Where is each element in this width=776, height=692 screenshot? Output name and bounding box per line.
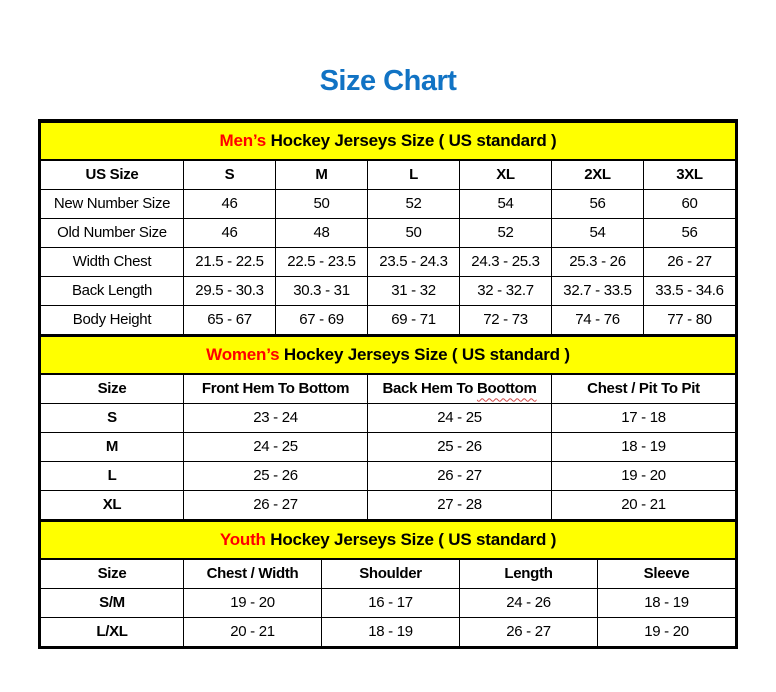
column-header: Size	[41, 374, 184, 404]
cell-value: 19 - 20	[552, 461, 736, 490]
cell-value: 72 - 73	[460, 305, 552, 334]
row-label: L	[41, 461, 184, 490]
cell-value: 54	[460, 189, 552, 218]
cell-value: 20 - 21	[184, 617, 322, 646]
cell-value: 67 - 69	[276, 305, 368, 334]
column-header: US Size	[41, 160, 184, 190]
cell-value: 56	[644, 218, 736, 247]
youth-heading-row	[41, 521, 736, 559]
column-header: Length	[460, 559, 598, 589]
column-header: Chest / Width	[184, 559, 322, 589]
youth-header-row	[41, 559, 736, 589]
column-header: Sleeve	[598, 559, 736, 589]
table-row	[41, 617, 736, 646]
heading-text: Hockey Jerseys Size ( US standard )	[279, 344, 570, 364]
cell-value: 32 - 32.7	[460, 276, 552, 305]
cell-value: 48	[276, 218, 368, 247]
cell-value: 32.7 - 33.5	[552, 276, 644, 305]
row-label: M	[41, 432, 184, 461]
cell-value: 33.5 - 34.6	[644, 276, 736, 305]
cell-value: 25 - 26	[368, 432, 552, 461]
table-row	[41, 461, 736, 490]
column-header: 3XL	[644, 160, 736, 190]
column-header: L	[368, 160, 460, 190]
cell-value: 52	[460, 218, 552, 247]
mens-section-heading	[41, 122, 736, 160]
page-title: Size Chart	[319, 65, 457, 97]
row-label: Old Number Size	[41, 218, 184, 247]
cell-value: 69 - 71	[368, 305, 460, 334]
cell-value: 24 - 25	[368, 403, 552, 432]
heading-text: Hockey Jerseys Size ( US standard )	[266, 130, 557, 150]
size-table-mens	[40, 121, 736, 335]
cell-value: 46	[184, 189, 276, 218]
cell-value: 21.5 - 22.5	[184, 247, 276, 276]
womens-heading-row	[41, 336, 736, 374]
cell-value: 18 - 19	[598, 588, 736, 617]
table-row	[41, 189, 736, 218]
size-table-youth	[40, 520, 736, 647]
cell-value: 25.3 - 26	[552, 247, 644, 276]
cell-value: 30.3 - 31	[276, 276, 368, 305]
heading-highlight: Youth	[219, 529, 266, 549]
table-row	[41, 218, 736, 247]
cell-value: 23.5 - 24.3	[368, 247, 460, 276]
row-label: S/M	[41, 588, 184, 617]
cell-value: 25 - 26	[184, 461, 368, 490]
row-label: New Number Size	[41, 189, 184, 218]
cell-value: 52	[368, 189, 460, 218]
cell-value: 65 - 67	[184, 305, 276, 334]
cell-value: 19 - 20	[184, 588, 322, 617]
cell-value: 46	[184, 218, 276, 247]
cell-value: 54	[552, 218, 644, 247]
youth-section-heading	[41, 521, 736, 559]
table-row	[41, 276, 736, 305]
table-row	[41, 432, 736, 461]
column-header: Shoulder	[322, 559, 460, 589]
womens-section-heading	[41, 336, 736, 374]
table-row	[41, 247, 736, 276]
size-chart-tables	[38, 119, 738, 649]
heading-text: Hockey Jerseys Size ( US standard )	[265, 529, 557, 549]
cell-value: 60	[644, 189, 736, 218]
cell-value: 17 - 18	[552, 403, 736, 432]
cell-value: 29.5 - 30.3	[184, 276, 276, 305]
misspelled-word: Boottom	[476, 380, 537, 398]
cell-value: 74 - 76	[552, 305, 644, 334]
row-label: XL	[41, 490, 184, 519]
row-label: Body Height	[41, 305, 184, 334]
row-label: L/XL	[41, 617, 184, 646]
cell-value: 20 - 21	[552, 490, 736, 519]
cell-value: 19 - 20	[598, 617, 736, 646]
column-header: Chest / Pit To Pit	[552, 374, 736, 404]
cell-value: 26 - 27	[368, 461, 552, 490]
row-label: Width Chest	[41, 247, 184, 276]
column-header	[368, 374, 552, 404]
column-header: 2XL	[552, 160, 644, 190]
cell-value: 26 - 27	[184, 490, 368, 519]
cell-value: 24.3 - 25.3	[460, 247, 552, 276]
cell-value: 23 - 24	[184, 403, 368, 432]
cell-value: 24 - 25	[184, 432, 368, 461]
mens-heading-row	[41, 122, 736, 160]
table-row	[41, 490, 736, 519]
cell-value: 22.5 - 23.5	[276, 247, 368, 276]
column-header: Front Hem To Bottom	[184, 374, 368, 404]
cell-value: 50	[276, 189, 368, 218]
heading-highlight: Women’s	[206, 344, 280, 364]
table-row	[41, 588, 736, 617]
cell-value: 26 - 27	[460, 617, 598, 646]
cell-value: 16 - 17	[322, 588, 460, 617]
column-header: M	[276, 160, 368, 190]
heading-highlight: Men’s	[219, 130, 267, 150]
cell-value: 18 - 19	[552, 432, 736, 461]
cell-value: 18 - 19	[322, 617, 460, 646]
header-text: Back Hem To	[382, 380, 477, 398]
cell-value: 24 - 26	[460, 588, 598, 617]
mens-header-row	[41, 160, 736, 190]
cell-value: 27 - 28	[368, 490, 552, 519]
column-header: S	[184, 160, 276, 190]
cell-value: 50	[368, 218, 460, 247]
cell-value: 31 - 32	[368, 276, 460, 305]
cell-value: 56	[552, 189, 644, 218]
table-row	[41, 403, 736, 432]
table-row	[41, 305, 736, 334]
row-label: Back Length	[41, 276, 184, 305]
column-header: Size	[41, 559, 184, 589]
row-label: S	[41, 403, 184, 432]
cell-value: 77 - 80	[644, 305, 736, 334]
column-header: XL	[460, 160, 552, 190]
womens-header-row	[41, 374, 736, 404]
cell-value: 26 - 27	[644, 247, 736, 276]
size-table-womens	[40, 335, 736, 520]
